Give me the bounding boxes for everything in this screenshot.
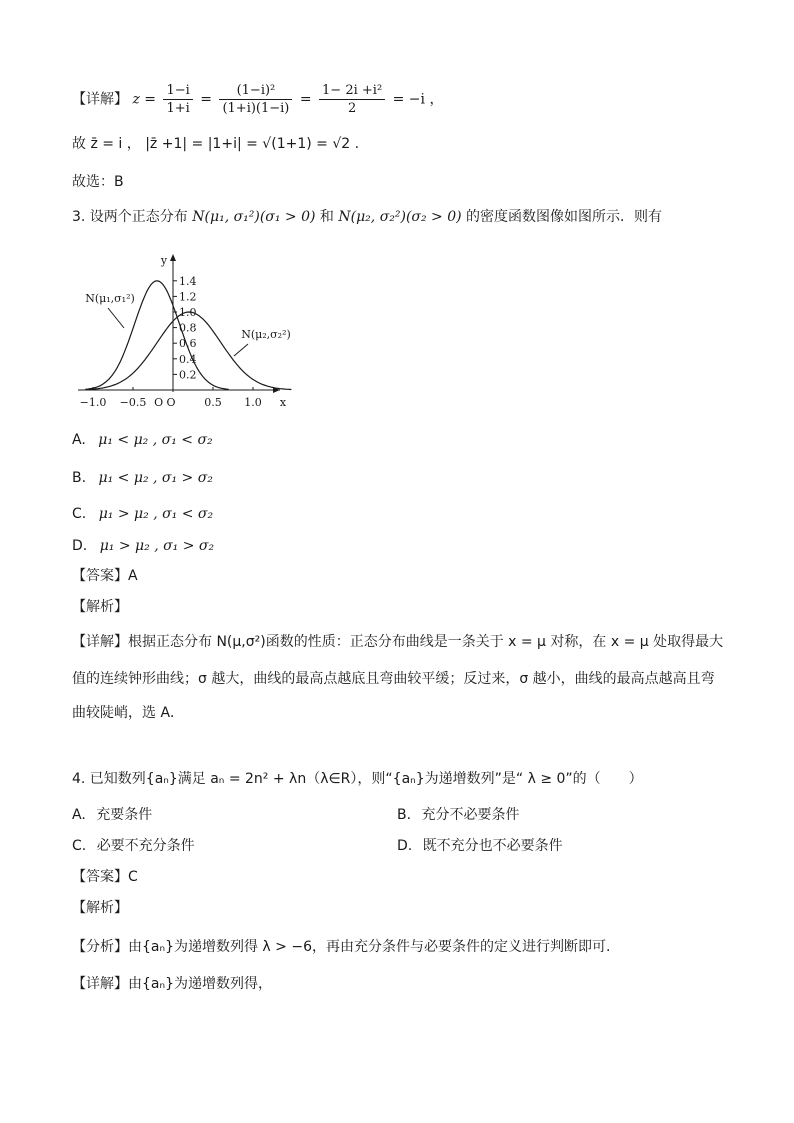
option-label: D.: [72, 538, 88, 554]
option-text: μ₁ < μ₂ , σ₁ < σ₂: [98, 432, 213, 448]
question-4-stem: 4. 已知数列{aₙ}满足 aₙ = 2n² + λn（λ∈R），则“{aₙ}为递增数列”是“ λ ≥ 0”的（ ）: [72, 771, 643, 787]
y-tick-label: 1.2: [179, 290, 197, 304]
option-label: C.: [72, 838, 87, 854]
option-label: B.: [72, 470, 87, 486]
option-text: 充要条件: [96, 807, 153, 823]
conjunction: 和: [319, 209, 334, 225]
option-label: C.: [72, 506, 87, 522]
y-axis-arrow: [170, 254, 176, 261]
x-tick-label-o: O: [154, 396, 164, 409]
question-3-stem: [72, 207, 662, 227]
option-text: μ₁ > μ₂ , σ₁ > σ₂: [99, 538, 215, 554]
y-tick-label: 0.8: [179, 321, 197, 335]
x-tick-label: −0.5: [119, 396, 147, 409]
z-variable: z: [132, 91, 140, 108]
equals-sign: =: [200, 91, 212, 108]
q4-option-c[interactable]: [72, 836, 195, 856]
y-tick-label: 0.4: [179, 352, 197, 366]
origin-label: O: [166, 396, 176, 409]
fraction-2: [219, 82, 292, 117]
curve-1-pointer: [108, 308, 124, 328]
fraction-1: [163, 82, 192, 117]
q4-detail: 【详解】由{aₙ}为递增数列得，: [72, 976, 272, 992]
distribution-2: N(μ₂, σ₂²)(σ₂ > 0): [338, 209, 462, 225]
q4-option-d[interactable]: [397, 836, 563, 856]
question-3-suffix: 的密度函数图像如图所示．则有: [466, 209, 663, 225]
option-label: A.: [72, 807, 86, 823]
option-label: A.: [72, 432, 86, 448]
option-label: D.: [397, 838, 413, 854]
y-tick-label: 0.6: [179, 337, 197, 351]
y-tick-label: 1.4: [179, 274, 197, 288]
curve-2-label: N(μ₂,σ₂²): [241, 328, 291, 341]
conjugate-line: 故 z̄ = i ， |z̄ +1| = |1+i| = √(1+1) = √2 .: [72, 136, 360, 152]
normal-density-figure: [70, 250, 300, 415]
q3-detail-line-3: 曲较陡峭，选 A．: [72, 705, 185, 721]
q3-option-a[interactable]: [72, 430, 213, 450]
q3-option-c[interactable]: [72, 504, 213, 524]
solution-equation-line: [72, 82, 443, 117]
fraction-2-numerator: (1−i)²: [219, 82, 292, 100]
y-tick-label: 0.2: [179, 368, 197, 382]
fraction-1-denominator: 1+i: [166, 101, 190, 116]
choice-line: 故选：B: [72, 174, 124, 190]
fraction-3-numerator: 1− 2i +i²: [319, 82, 385, 100]
option-text: 既不充分也不必要条件: [422, 838, 563, 854]
x-tick-label: 1.0: [244, 396, 262, 409]
question-3-prefix: 3. 设两个正态分布: [72, 209, 188, 225]
curve-1-label: N(μ₁,σ₁²): [85, 292, 135, 305]
fraction-1-numerator: 1−i: [163, 82, 192, 100]
fraction-3: [319, 82, 385, 117]
detail-tag: 【详解】: [72, 91, 128, 108]
x-tick-label: 0.5: [204, 396, 222, 409]
q4-option-a[interactable]: [72, 805, 152, 825]
y-axis-label: y: [160, 254, 168, 267]
q4-option-b[interactable]: [397, 805, 520, 825]
result-value: = −i ，: [392, 91, 444, 108]
q4-answer: 【答案】C: [72, 869, 138, 885]
equals-sign: =: [299, 91, 312, 108]
distribution-1: N(μ₁, σ₁²)(σ₁ > 0): [192, 209, 316, 225]
q4-fenxi: 【分析】由{aₙ}为递增数列得 λ > −6，再由充分条件与必要条件的定义进行判断即可.: [72, 939, 611, 955]
option-text: μ₁ < μ₂ , σ₁ > σ₂: [98, 470, 213, 486]
equals-sign: =: [144, 91, 157, 108]
option-text: 必要不充分条件: [96, 838, 195, 854]
curve-2-pointer: [234, 344, 248, 356]
fraction-2-denominator: (1+i)(1−i): [222, 101, 290, 116]
x-tick-label: −1.0: [79, 396, 107, 409]
q3-detail-line-2: 值的连续钟形曲线；σ 越大，曲线的最高点越底且弯曲较平缓；反过来，σ 越小，曲线的最高点越高且弯: [72, 671, 715, 687]
option-text: 充分不必要条件: [421, 807, 520, 823]
q3-option-b[interactable]: [72, 468, 213, 488]
q4-analysis-heading: 【解析】: [72, 900, 128, 916]
q3-detail-line-1: 【详解】根据正态分布 N(μ,σ²)函数的性质：正态分布曲线是一条关于 x = μ 对称，在 x = μ 处取得最大: [72, 634, 724, 650]
y-tick-label: 1.0: [179, 306, 197, 319]
q3-analysis-heading: 【解析】: [72, 599, 128, 615]
x-axis-label: x: [279, 396, 287, 409]
q3-option-d[interactable]: [72, 536, 214, 556]
option-text: μ₁ > μ₂ , σ₁ < σ₂: [98, 506, 214, 522]
option-label: B.: [397, 807, 412, 823]
q3-answer: 【答案】A: [72, 568, 138, 584]
fraction-3-denominator: 2: [347, 101, 357, 116]
